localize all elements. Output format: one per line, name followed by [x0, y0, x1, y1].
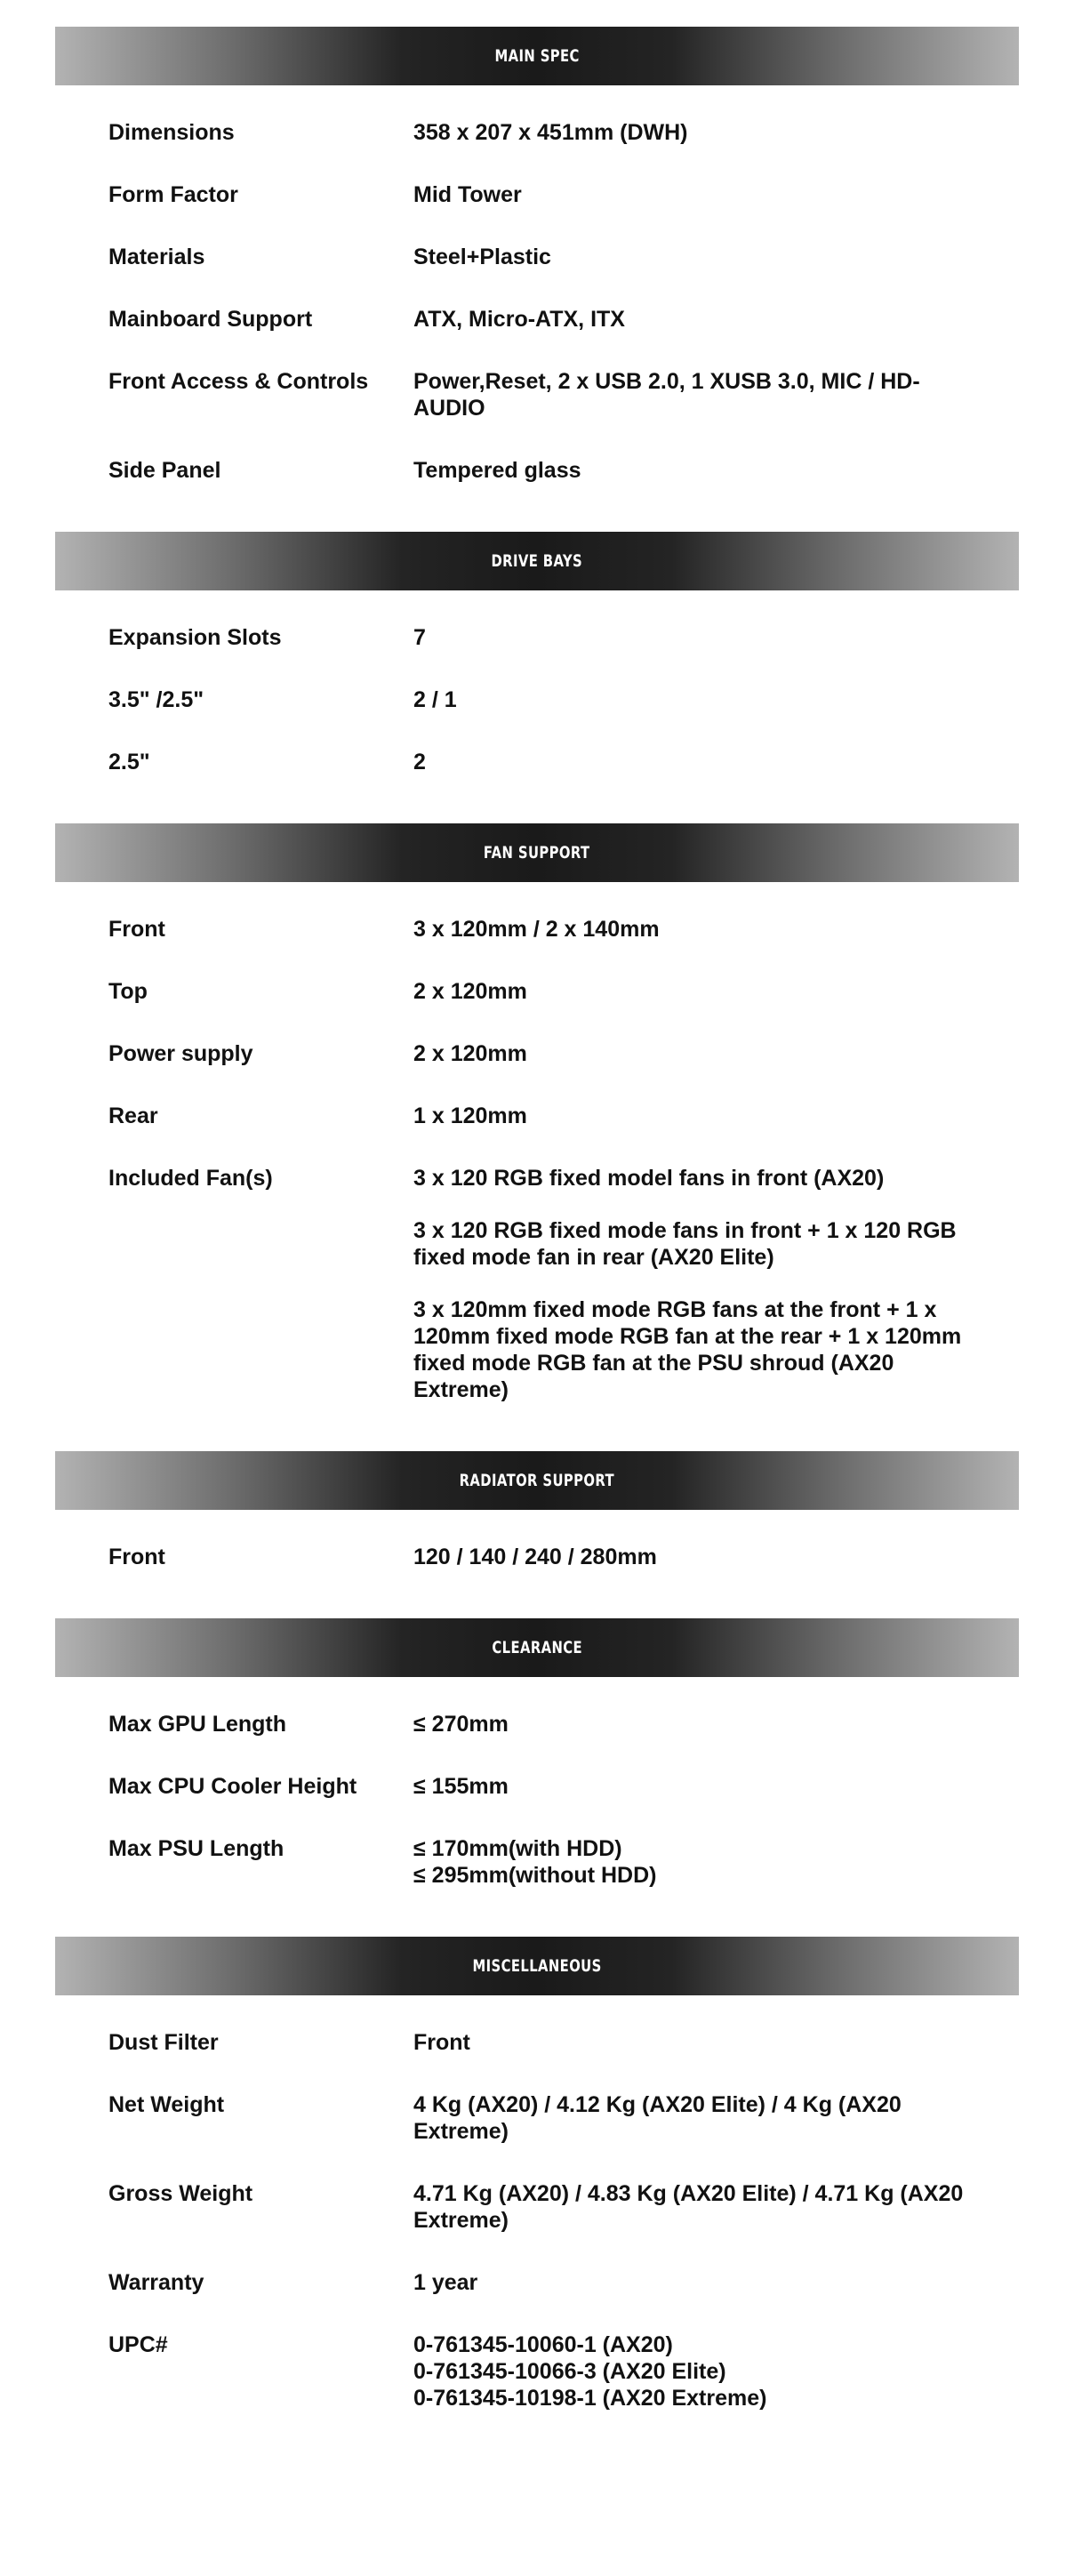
spec-value	[413, 686, 965, 713]
spec-row	[55, 612, 1019, 674]
section-title: DRIVE BAYS	[491, 551, 583, 571]
spec-row	[55, 1698, 1019, 1761]
spec-value	[413, 916, 965, 943]
spec-row	[55, 966, 1019, 1028]
spec-value-line: Tempered glass	[413, 458, 581, 483]
spec-value	[413, 2029, 965, 2056]
spec-value-line: 2 x 120mm	[413, 979, 527, 1004]
spec-value	[413, 181, 965, 208]
spec-value-line: 0-761345-10060-1 (AX20) 0-761345-10066-3 (AX20 Elite) 0-761345-10198-1 (AX20 Extreme)	[413, 2332, 767, 2411]
spec-row	[55, 1090, 1019, 1152]
spec-value	[413, 2269, 965, 2296]
spec-value	[413, 1835, 965, 1889]
spec-value	[413, 1040, 965, 1067]
spec-section-miscellaneous	[55, 1937, 1019, 2460]
spec-value-line: 4.71 Kg (AX20) / 4.83 Kg (AX20 Elite) / 4.71 Kg (AX20 Extreme)	[413, 2181, 964, 2233]
spec-label: 2.5"	[108, 750, 150, 774]
spec-value-line: 3 x 120mm / 2 x 140mm	[413, 917, 660, 942]
spec-value	[413, 1711, 965, 1737]
spec-row	[55, 2017, 1019, 2079]
spec-rows	[55, 1677, 1019, 1937]
spec-row	[55, 356, 1019, 445]
spec-value-line: ≤ 170mm(with HDD) ≤ 295mm(without HDD)	[413, 1836, 657, 1888]
spec-value	[413, 2180, 965, 2234]
spec-section-fan-support	[55, 823, 1019, 1451]
section-header	[55, 27, 1019, 85]
spec-value-line: Mid Tower	[413, 182, 522, 207]
spec-value-line: 2 x 120mm	[413, 1041, 527, 1066]
spec-rows	[55, 882, 1019, 1451]
spec-label: Front	[108, 917, 165, 942]
spec-value-line: 1 x 120mm	[413, 1103, 527, 1128]
spec-label: Dust Filter	[108, 2030, 219, 2055]
spec-rows	[55, 1510, 1019, 1618]
section-header	[55, 1618, 1019, 1677]
spec-label: Power supply	[108, 1041, 253, 1066]
section-title: FAN SUPPORT	[484, 843, 590, 863]
spec-label: Dimensions	[108, 120, 235, 145]
spec-label: Side Panel	[108, 458, 221, 483]
spec-label: Max PSU Length	[108, 1836, 285, 1861]
spec-label: Front Access & Controls	[108, 369, 369, 394]
spec-row	[55, 674, 1019, 736]
spec-value	[413, 749, 965, 775]
spec-label: Front	[108, 1545, 165, 1569]
section-header	[55, 1451, 1019, 1510]
spec-label: Gross Weight	[108, 2181, 253, 2206]
spec-value-line: 3 x 120mm fixed mode RGB fans at the front + 1 x 120mm fixed mode RGB fan at the rear + 1 x 120mm fixed mode RGB fan at the PSU shroud (AX20 Extreme)	[413, 1297, 962, 1402]
spec-label: Form Factor	[108, 182, 238, 207]
spec-value-line: ≤ 155mm	[413, 1774, 509, 1799]
spec-value	[413, 1544, 965, 1570]
spec-row	[55, 107, 1019, 169]
spec-rows	[55, 590, 1019, 823]
spec-value	[413, 2091, 965, 2145]
spec-value	[413, 368, 965, 421]
spec-value	[413, 1773, 965, 1800]
spec-row	[55, 293, 1019, 356]
spec-value	[413, 2331, 965, 2411]
spec-row	[55, 2319, 1019, 2435]
spec-value-line: 120 / 140 / 240 / 280mm	[413, 1545, 657, 1569]
section-title: MAIN SPEC	[494, 46, 580, 66]
spec-row	[55, 2257, 1019, 2319]
spec-row	[55, 736, 1019, 798]
spec-section-drive-bays	[55, 532, 1019, 823]
spec-value-line: ATX, Micro-ATX, ITX	[413, 307, 625, 332]
spec-label: Included Fan(s)	[108, 1166, 273, 1191]
spec-label: Max CPU Cooler Height	[108, 1774, 357, 1799]
spec-value-line: 358 x 207 x 451mm (DWH)	[413, 120, 688, 145]
spec-value-line: 2 / 1	[413, 687, 457, 712]
section-title: CLEARANCE	[492, 1638, 582, 1657]
spec-value-line: Front	[413, 2030, 470, 2055]
spec-row	[55, 1531, 1019, 1593]
spec-label: Top	[108, 979, 148, 1004]
spec-value-line: 3 x 120 RGB fixed model fans in front (AX20)	[413, 1166, 885, 1191]
spec-row	[55, 169, 1019, 231]
section-header	[55, 1937, 1019, 1995]
spec-label: Expansion Slots	[108, 625, 282, 650]
spec-value-line: 1 year	[413, 2270, 478, 2295]
spec-value-line: 4 Kg (AX20) / 4.12 Kg (AX20 Elite) / 4 Kg (AX20 Extreme)	[413, 2092, 902, 2144]
spec-label: Mainboard Support	[108, 307, 313, 332]
spec-label: Materials	[108, 245, 205, 269]
spec-label: UPC#	[108, 2332, 168, 2357]
section-title: MISCELLANEOUS	[472, 1956, 602, 1976]
section-header	[55, 532, 1019, 590]
spec-value-line: Power,Reset, 2 x USB 2.0, 1 XUSB 3.0, MIC / HD-AUDIO	[413, 369, 920, 421]
spec-row	[55, 1152, 1019, 1426]
spec-value-line: Steel+Plastic	[413, 245, 551, 269]
spec-label: Max GPU Length	[108, 1712, 287, 1737]
spec-value	[413, 457, 965, 484]
spec-value	[413, 1165, 965, 1403]
spec-row	[55, 231, 1019, 293]
spec-value	[413, 306, 965, 333]
spec-row	[55, 2079, 1019, 2168]
spec-row	[55, 2168, 1019, 2257]
spec-rows	[55, 85, 1019, 532]
spec-value	[413, 119, 965, 146]
spec-row	[55, 1823, 1019, 1912]
spec-sheet	[55, 27, 1019, 2460]
spec-value-line: 3 x 120 RGB fixed mode fans in front + 1 x 120 RGB fixed mode fan in rear (AX20 Elite)	[413, 1218, 957, 1270]
spec-row	[55, 445, 1019, 507]
spec-section-radiator-support	[55, 1451, 1019, 1618]
spec-value	[413, 978, 965, 1005]
section-title: RADIATOR SUPPORT	[459, 1471, 615, 1490]
spec-label: 3.5" /2.5"	[108, 687, 204, 712]
section-header	[55, 823, 1019, 882]
spec-row	[55, 1028, 1019, 1090]
spec-value-line: 2	[413, 750, 426, 774]
spec-label: Net Weight	[108, 2092, 225, 2117]
spec-value-line: 7	[413, 625, 426, 650]
spec-value	[413, 624, 965, 651]
spec-label: Rear	[108, 1103, 158, 1128]
spec-section-main-spec	[55, 27, 1019, 532]
spec-value-line: ≤ 270mm	[413, 1712, 509, 1737]
spec-section-clearance	[55, 1618, 1019, 1937]
spec-rows	[55, 1995, 1019, 2460]
spec-label: Warranty	[108, 2270, 204, 2295]
spec-row	[55, 903, 1019, 966]
spec-row	[55, 1761, 1019, 1823]
spec-value	[413, 1103, 965, 1129]
spec-value	[413, 244, 965, 270]
